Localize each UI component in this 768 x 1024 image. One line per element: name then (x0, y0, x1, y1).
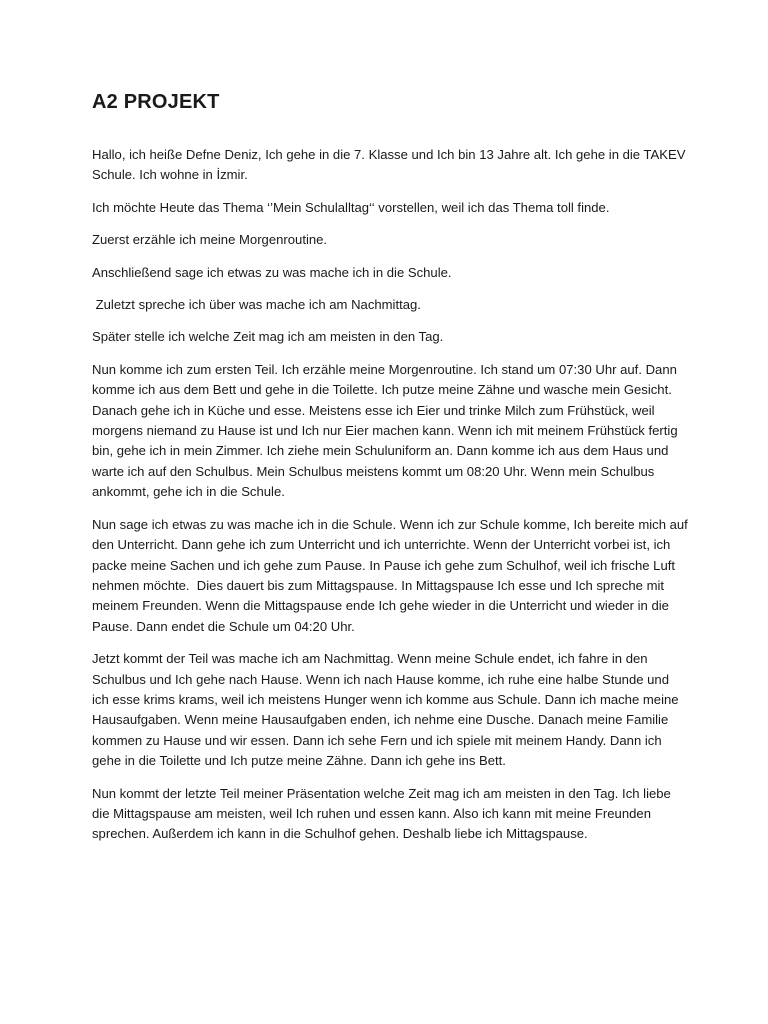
paragraph-school: Nun sage ich etwas zu was mache ich in die Schule. Wenn ich zur Schule komme, Ich bereite mich auf den Unterricht. Dann gehe ich zum Unterricht und ich unterrichte. Wenn der Unterricht vorbei ist, ich packe meine Sachen und ich gehe zum Pause. In Pause ich gehe zum Schulhof, weil ich frische Luft nehmen möchte. Dies dauert bis zum Mittagspause. In Mittagspause Ich esse und Ich spreche mit meinem Freunden. Wenn die Mittagspause ende Ich gehe wieder in die Unterricht und wieder in die Pause. Dann endet die Schule um 04:20 Uhr. (92, 516, 692, 634)
paragraph-afternoon: Jetzt kommt der Teil was mache ich am Nachmittag. Wenn meine Schule endet, ich fahre in den Schulbus und Ich gehe nach Hause. Wenn ich nach Hause komme, ich ruhe eine halbe Stunde und ich esse krims krams, weil ich meistens Hunger wenn ich komme aus Schule. Dann ich mache meine Hausaufgaben. Wenn meine Hausaufgaben enden, ich nehme eine Dusche. Danach meine Familie kommen zu Hause und wir essen. Dann ich sehe Fern und ich spiele mit meinem Handy. Dann ich gehe in die Toilette und Ich putze meine Zähne. Dann ich gehe ins Bett. (92, 651, 679, 769)
paragraph-intro: Hallo, ich heiße Defne Deniz, Ich gehe in die 7. Klasse und Ich bin 13 Jahre alt. Ich gehe in die TAKEV Schule. Ich wohne in İzmir. (92, 147, 686, 183)
paragraph-outline-2: Anschließend sage ich etwas zu was mache ich in die Schule. (92, 264, 452, 280)
page-title: A2 PROJEKT (92, 91, 220, 113)
paragraph-outline-4: Später stelle ich welche Zeit mag ich am meisten in den Tag. (92, 329, 444, 345)
paragraph-outline-3: Zuletzt spreche ich über was mache ich am Nachmittag. (92, 297, 421, 313)
paragraph-outline-1: Zuerst erzähle ich meine Morgenroutine. (92, 232, 328, 248)
paragraph-topic: Ich möchte Heute das Thema ‘’Mein Schulalltag‘‘ vorstellen, weil ich das Thema toll finde. (92, 199, 610, 215)
paragraph-conclusion: Nun kommt der letzte Teil meiner Präsentation welche Zeit mag ich am meisten in den Tag. Ich liebe die Mittagspause am meisten, weil Ich ruhen und essen kann. Also ich kann mit meine Freunden sprechen. Außerdem ich kann in die Schulhof gehen. Deshalb liebe ich Mittagspause. (92, 785, 671, 842)
paragraph-morning-routine: Nun komme ich zum ersten Teil. Ich erzähle meine Morgenroutine. Ich stand um 07:30 Uhr auf. Dann komme ich aus dem Bett und gehe in die Toilette. Ich putze meine Zähne und wasche mein Gesicht. Danach gehe ich in Küche und esse. Meistens esse ich Eier und trinke Milch zum Frühstück, weil morgens niemand zu Hause ist und Ich nur Eier machen kann. Wenn ich mit meinem Frühstück fertig bin, gehe ich in mein Zimmer. Ich ziehe mein Schuluniform an. Dann komme ich aus dem Haus und warte ich auf den Schulbus. Mein Schulbus meistens kommt um 08:20 Uhr. Wenn mein Schulbus ankommt, gehe ich in die Schule. (92, 361, 678, 500)
document-body (92, 88, 692, 857)
